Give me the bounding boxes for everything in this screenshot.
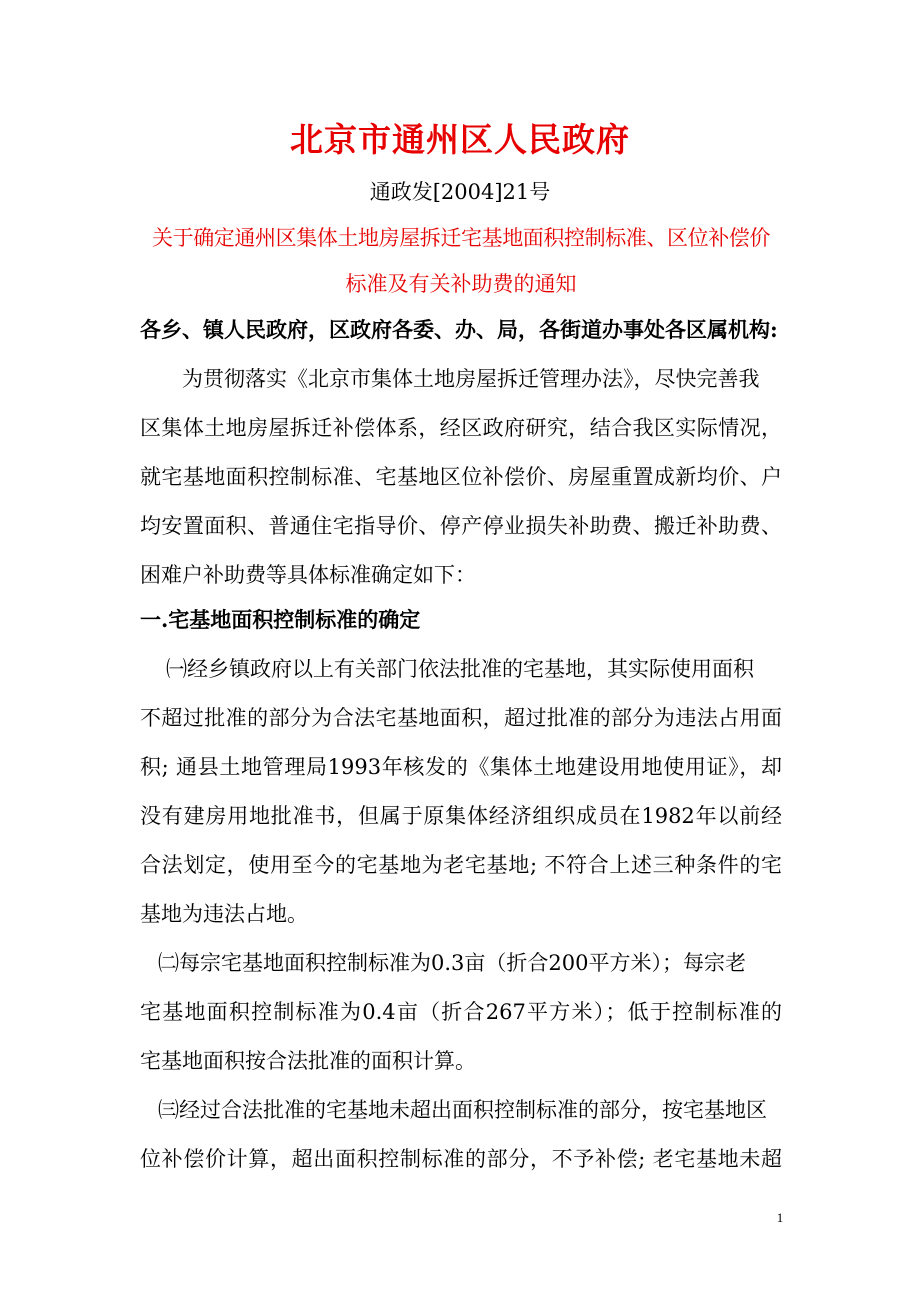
notice-subtitle-line-1: 关于确定通州区集体土地房屋拆迁宅基地面积控制标准、区位补偿价 <box>152 226 770 250</box>
intro-line: 为贯彻落实《北京市集体土地房屋拆迁管理办法》，尽快完善我 <box>182 367 760 391</box>
page-number: 1 <box>776 1210 784 1225</box>
addressee-line: 各乡、镇人民政府，区政府各委、办、局，各街道办事处各区属机构: <box>140 317 778 342</box>
item-1-line: 积; 通县土地管理局1993年核发的《集体土地建设用地使用证》，却 <box>140 755 782 779</box>
document-title: 北京市通州区人民政府 <box>290 120 630 159</box>
intro-line: 就宅基地面积控制标准、宅基地区位补偿价、房屋重置成新均价、户 <box>140 465 782 489</box>
item-1-line: ㈠经乡镇政府以上有关部门依法批准的宅基地，其实际使用面积 <box>166 657 754 681</box>
item-1-line: 不超过批准的部分为合法宅基地面积，超过批准的部分为违法占用面 <box>140 706 782 730</box>
intro-line: 均安置面积、普通住宅指导价、停产停业损失补助费、搬迁补助费、 <box>140 514 782 538</box>
item-2-line: ㈡每宗宅基地面积控制标准为0.3亩（折合200平方米）；每宗老 <box>158 951 746 975</box>
intro-line: 区集体土地房屋拆迁补偿体系，经区政府研究，结合我区实际情况， <box>140 416 782 440</box>
item-2-line: 宅基地面积按合法批准的面积计算。 <box>140 1049 476 1073</box>
notice-subtitle-line-2: 标准及有关补助费的通知 <box>345 272 577 296</box>
section-1-heading: 一.宅基地面积控制标准的确定 <box>140 607 421 632</box>
item-2-line: 宅基地面积控制标准为0.4亩（折合267平方米）；低于控制标准的 <box>140 1000 782 1024</box>
item-1-line: 合法划定，使用至今的宅基地为老宅基地; 不符合上述三种条件的宅 <box>140 853 782 877</box>
item-3-line: 位补偿价计算，超出面积控制标准的部分，不予补偿; 老宅基地未超 <box>140 1147 782 1171</box>
document-number: 通政发[2004]21号 <box>369 180 551 204</box>
intro-line: 困难户补助费等具体标准确定如下： <box>140 563 476 587</box>
item-1-line: 没有建房用地批准书，但属于原集体经济组织成员在1982年以前经 <box>140 804 782 828</box>
item-1-line: 基地为违法占地。 <box>140 902 308 926</box>
item-3-line: ㈢经过合法批准的宅基地未超出面积控制标准的部分，按宅基地区 <box>158 1098 767 1122</box>
